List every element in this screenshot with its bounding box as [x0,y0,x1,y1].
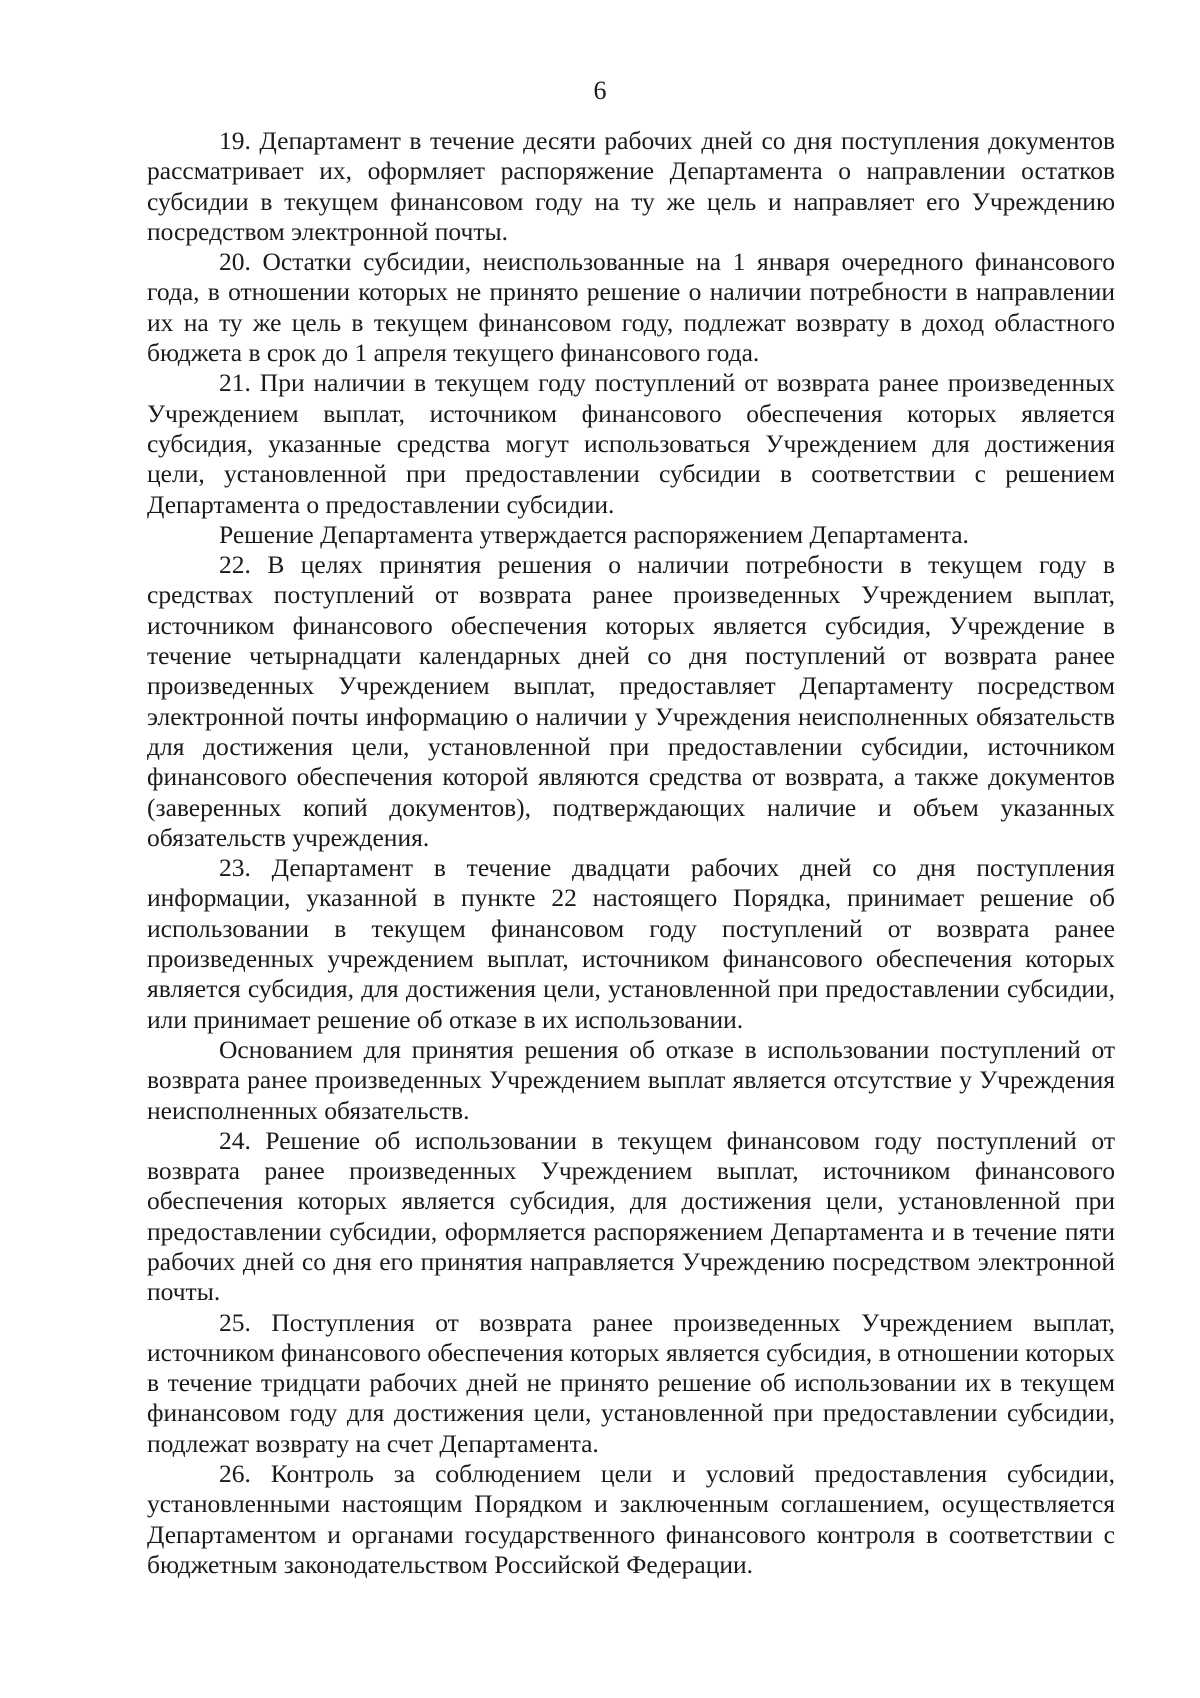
paragraph-25: 25. Поступления от возврата ранее произведенных Учреждением выплат, источником финансового обеспечения которых является субсидия, в отношении которых в течение тридцати рабочих дней не принято решение об использовании их в текущем финансовом году для достижения цели, установленной при предоставлении субсидии, подлежат возврату на счет Департамента. [147,1307,1115,1458]
paragraph-21-decision: Решение Департамента утверждается распоряжением Департамента. [219,519,969,549]
paragraph-20: 20. Остатки субсидии, неиспользованные на 1 января очередного финансового года, в отношении которых не принято решение о наличии потребности в направлении их на ту же цель в текущем финансовом году, подлежат возврату в доход областного бюджета в срок до 1 апреля текущего финансового года. [147,247,1115,368]
paragraph-24: 24. Решение об использовании в текущем финансовом году поступлений от возврата ранее произведенных Учреждением выплат, источником финансового обеспечения которых является субсидия, для достижения цели, установленной при предоставлении субсидии, оформляется распоряжением Департамента и в течение пяти рабочих дней со дня его принятия направляется Учреждению посредством электронной почты. [147,1125,1115,1307]
paragraph-22: 22. В целях принятия решения о наличии потребности в текущем году в средствах поступлений от возврата ранее произведенных Учреждением выплат, источником финансового обеспечения которых является субсидия, Учреждение в течение четырнадцати календарных дней со дня поступлений от возврата ранее произведенных Учреждением выплат, предоставляет Департаменту посредством электронной почты информацию о наличии у Учреждения неисполненных обязательств для достижения цели, установленной при предоставлении субсидии, источником финансового обеспечения которой являются средства от возврата, а также документов (заверенных копий документов), подтверждающих наличие и объем указанных обязательств учреждения. [147,550,1115,852]
paragraph-23-grounds: Основанием для принятия решения об отказе в использовании поступлений от возврата ранее произведенных Учреждением выплат является отсутствие у Учреждения неисполненных обязательств. [147,1034,1115,1125]
paragraph-19: 19. Департамент в течение десяти рабочих дней со дня поступления документов рассматривает их, оформляет распоряжение Департамента о направлении остатков субсидии в текущем финансовом году на ту же цель и направляет его Учреждению посредством электронной почты. [147,126,1115,246]
page-number: 6 [593,76,607,105]
paragraph-21: 21. При наличии в текущем году поступлений от возврата ранее произведенных Учреждением выплат, источником финансового обеспечения которых является субсидия, указанные средства могут использоваться Учреждением для достижения цели, установленной при предоставлении субсидии в соответствии с решением Департамента о предоставлении субсидии. [147,368,1115,519]
paragraph-26: 26. Контроль за соблюдением цели и условий предоставления субсидии, установленными настоящим Порядком и заключенным соглашением, осуществляется Департаментом и органами государственного финансового контроля в соответствии с бюджетным законодательством Российской Федерации. [147,1459,1115,1579]
paragraph-23: 23. Департамент в течение двадцати рабочих дней со дня поступления информации, указанной в пункте 22 настоящего Порядка, принимает решение об использовании в текущем финансовом году поступлений от возврата ранее произведенных учреждением выплат, источником финансового обеспечения которых является субсидия, для достижения цели, установленной при предоставлении субсидии, или принимает решение об отказе в их использовании. [147,853,1115,1034]
document-body [147,126,1115,1580]
